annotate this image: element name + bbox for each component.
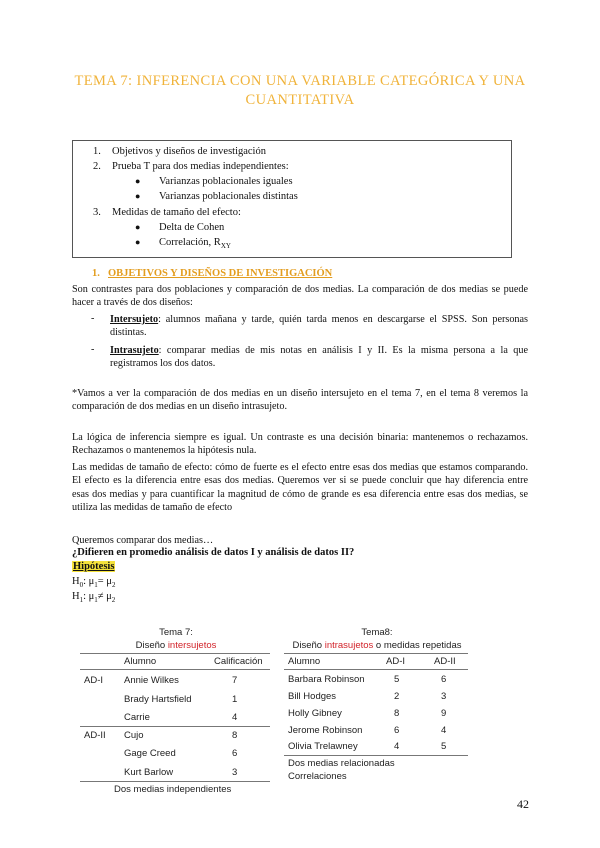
table-row-ad1: 2: [394, 691, 400, 702]
table1-footer: Dos medias independientes: [114, 784, 232, 795]
table1-subtitle: Diseño intersujetos: [135, 640, 217, 651]
table-row-name: Bill Hodges: [288, 691, 337, 702]
table-row-ad1: 6: [394, 725, 400, 736]
table-row-ad2: 9: [441, 708, 447, 719]
table-row-ad2: 3: [441, 691, 447, 702]
table1-header-alumno: Alumno: [124, 656, 157, 667]
table2-header-ad2: AD-II: [434, 656, 456, 667]
table2-title: Tema8:: [361, 627, 393, 638]
table-row-name: Barbara Robinson: [288, 674, 365, 685]
table-rule: [80, 653, 270, 654]
table-row-score: 1: [232, 694, 238, 705]
bullet-icon: ●: [135, 222, 141, 232]
table-row-name: Carrie: [124, 712, 150, 723]
table-row-name: Annie Wilkes: [124, 675, 179, 686]
table1-title: Tema 7:: [159, 627, 193, 638]
table-row-name: Olivia Trelawney: [288, 741, 358, 752]
table-row-group: AD-II: [84, 730, 106, 741]
table1-header-calificacion: Calificación: [214, 656, 263, 667]
title-line-2: CUANTITATIVA: [245, 92, 355, 108]
table-row-score: 4: [232, 712, 238, 723]
intersujeto-table: [80, 624, 272, 800]
design-intersujeto: Intersujeto: alumnos mañana y tarde, quién tarda menos en descargarse el SPSS. Son personas distintas.: [110, 314, 528, 339]
bullet-icon: ●: [135, 176, 141, 186]
logic-paragraph: La lógica de inferencia siempre es igual. Un contraste es una decisión binaria: mantenemos o rechazamos. Rechazamos o mantenemos la hipótesis nula.: [72, 432, 528, 457]
table-rule: [284, 669, 468, 670]
table-row-score: 3: [232, 767, 238, 778]
bullet-icon: ●: [135, 237, 141, 247]
table-row-name: Brady Hartsfield: [124, 694, 192, 705]
note-paragraph: *Vamos a ver la comparación de dos medias en un diseño intersujeto en el tema 7, en el tema 8 veremos la comparación de dos medias en un diseño intrasujeto.: [72, 388, 528, 413]
list-dash: -: [91, 313, 95, 324]
table-row-name: Kurt Barlow: [124, 767, 174, 778]
table2-subtitle: Diseño intrasujetos o medidas repetidas: [292, 640, 462, 651]
page-number: 42: [517, 797, 529, 811]
table-row-ad2: 4: [441, 725, 447, 736]
effect-paragraph: Las medidas de tamaño de efecto: cómo de fuerte es el efecto entre esas dos medias que estamos comparando. El efecto es la diferencia entre esas dos medias. Queremos ver si se puede concluir que hay diferencia entre esas dos medias y para cuantificar la magnitud de cómo de grande es esa diferencia entre esas dos medias, se utiliza las medidas de tamaño de efecto: [72, 462, 528, 513]
page-title: [60, 72, 540, 110]
research-question: ¿Difieren en promedio análisis de datos I y análisis de datos II?: [72, 547, 355, 558]
table-row-name: Holly Gibney: [288, 708, 342, 719]
intro-paragraph: Son contrastes para dos poblaciones y comparación de dos medias. La comparación de dos medias se puede hacer a través de dos diseños:: [72, 284, 528, 309]
design-intrasujeto: Intrasujeto: comparar medias de mis notas en análisis I y II. Es la misma persona a la que registramos los dos datos.: [110, 345, 528, 370]
table-rule: [80, 669, 270, 670]
h1-formula: $H_1$: $\mu_1\ne \mu_2$: [72, 591, 116, 605]
table-row-name: Gage Creed: [124, 748, 176, 759]
table2-header-ad1: AD-I: [386, 656, 405, 667]
table2-footer-2: Correlaciones: [288, 771, 347, 782]
table-row-ad1: 4: [394, 741, 400, 752]
intrasujeto-table: [284, 624, 470, 800]
table2-footer-1: Dos medias relacionadas: [288, 758, 395, 769]
table-row-score: 6: [232, 748, 238, 759]
table-rule: [284, 653, 468, 654]
table-row-score: 8: [232, 730, 238, 741]
table-row-name: Cujo: [124, 730, 144, 741]
table-rule: [284, 755, 468, 756]
table-row-score: 7: [232, 675, 238, 686]
contents-box: 1. Objetivos y diseños de investigación 2. Prueba T para dos medias independientes: ● Varianzas poblacionales iguales ● Varianzas poblacionales distintas 3. Medidas de tamaño del efecto: ● Delta de Cohen ● Correlación, $R_{XY}$: [72, 140, 512, 258]
table-row-ad2: 6: [441, 674, 447, 685]
bullet-icon: ●: [135, 191, 141, 201]
table2-header-alumno: Alumno: [288, 656, 321, 667]
table-row-ad1: 5: [394, 674, 400, 685]
table-rule: [80, 726, 270, 727]
list-dash: -: [91, 344, 95, 355]
h0-formula: $H_0$: $\mu_1= \mu_2$: [72, 576, 116, 590]
table-rule: [80, 781, 270, 782]
table-row-ad2: 5: [441, 741, 447, 752]
compare-text: Queremos comparar dos medias…: [72, 535, 214, 546]
table-row-ad1: 8: [394, 708, 400, 719]
table-row-group: AD-I: [84, 675, 103, 686]
title-line-1: TEMA 7: INFERENCIA CON UNA VARIABLE CATEGÓRICA Y UNA: [74, 73, 526, 89]
hypothesis-label: Hipótesis: [73, 561, 115, 572]
table-row-name: Jerome Robinson: [288, 725, 363, 736]
